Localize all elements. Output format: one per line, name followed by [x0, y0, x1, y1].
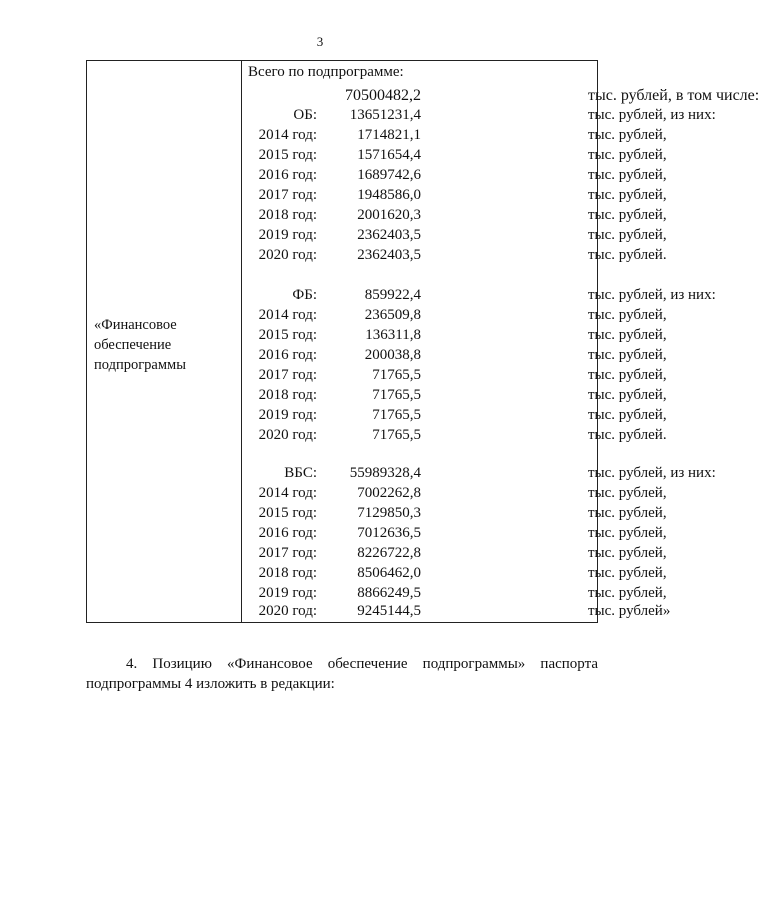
- group-label: ВБС:: [284, 465, 317, 481]
- year-unit: тыс. рублей,: [588, 525, 667, 541]
- year-amount: 7012636,5: [357, 525, 421, 541]
- year-row: [242, 427, 667, 447]
- paragraph-line: подпрограммы 4 изложить в редакции:: [86, 676, 335, 692]
- finance-table: [86, 60, 759, 623]
- label-line: обеспечение: [94, 337, 172, 353]
- year-unit: тыс. рублей,: [588, 387, 667, 403]
- group-row-vbs: [242, 465, 716, 485]
- group-amount: 859922,4: [364, 287, 421, 303]
- label-cell: [94, 315, 234, 375]
- year-label: 2014 год:: [258, 307, 317, 323]
- year-label: 2020 год:: [258, 247, 317, 263]
- group-unit: тыс. рублей, из них:: [588, 465, 716, 481]
- group-row-fb: [242, 287, 716, 307]
- year-label: 2016 год:: [258, 525, 317, 541]
- year-label: 2015 год:: [258, 505, 317, 521]
- year-unit: тыс. рублей»: [588, 603, 671, 619]
- year-amount: 136311,8: [365, 327, 421, 343]
- year-row: [242, 387, 667, 407]
- year-unit: тыс. рублей,: [588, 127, 667, 143]
- year-row: [242, 207, 667, 227]
- year-row: [242, 307, 667, 327]
- year-label: 2017 год:: [258, 367, 317, 383]
- year-amount: 8866249,5: [357, 585, 421, 601]
- year-unit: тыс. рублей,: [588, 327, 667, 343]
- year-row: [242, 545, 667, 565]
- year-amount: 1571654,4: [357, 147, 421, 163]
- group-unit: тыс. рублей, из них:: [588, 287, 716, 303]
- year-unit: тыс. рублей,: [588, 565, 667, 581]
- year-row: [242, 247, 667, 267]
- year-amount: 2362403,5: [357, 227, 421, 243]
- year-amount: 71765,5: [372, 367, 421, 383]
- year-unit: тыс. рублей,: [588, 367, 667, 383]
- year-row: [242, 167, 667, 187]
- year-row: [242, 127, 667, 147]
- year-label: 2019 год:: [258, 585, 317, 601]
- year-label: 2019 год:: [258, 407, 317, 423]
- paragraph-line: 4. Позицию «Финансовое обеспечение подпрограммы» паспорта: [126, 656, 598, 672]
- year-row: [242, 603, 671, 623]
- year-unit: тыс. рублей,: [588, 147, 667, 163]
- year-label: 2019 год:: [258, 227, 317, 243]
- year-row: [242, 525, 667, 545]
- year-label: 2018 год:: [258, 207, 317, 223]
- year-unit: тыс. рублей.: [588, 427, 667, 443]
- year-unit: тыс. рублей.: [588, 247, 667, 263]
- label-line: «Финансовое: [94, 317, 177, 333]
- year-row: [242, 367, 667, 387]
- year-unit: тыс. рублей,: [588, 347, 667, 363]
- amounts-cell: [242, 61, 759, 622]
- year-unit: тыс. рублей,: [588, 585, 667, 601]
- year-unit: тыс. рублей,: [588, 307, 667, 323]
- year-amount: 200038,8: [364, 347, 421, 363]
- year-amount: 7002262,8: [357, 485, 421, 501]
- year-amount: 71765,5: [372, 427, 421, 443]
- year-label: 2014 год:: [258, 127, 317, 143]
- year-label: 2017 год:: [258, 545, 317, 561]
- group-row-ob: [242, 107, 716, 127]
- year-unit: тыс. рублей,: [588, 167, 667, 183]
- year-label: 2016 год:: [258, 347, 317, 363]
- year-row: [242, 585, 667, 605]
- group-unit: тыс. рублей, из них:: [588, 107, 716, 123]
- year-amount: 1948586,0: [357, 187, 421, 203]
- label-line: подпрограммы: [94, 357, 186, 373]
- group-label: ОБ:: [293, 107, 317, 123]
- year-row: [242, 147, 667, 167]
- group-label: ФБ:: [292, 287, 317, 303]
- year-amount: 236509,8: [364, 307, 421, 323]
- year-row: [242, 407, 667, 427]
- year-label: 2020 год:: [258, 603, 317, 619]
- year-unit: тыс. рублей,: [588, 207, 667, 223]
- year-row: [242, 327, 667, 347]
- year-label: 2015 год:: [258, 327, 317, 343]
- year-row: [242, 565, 667, 585]
- year-unit: тыс. рублей,: [588, 407, 667, 423]
- total-line: [242, 87, 759, 107]
- year-amount: 71765,5: [372, 407, 421, 423]
- group-amount: 55989328,4: [349, 465, 421, 481]
- year-label: 2015 год:: [258, 147, 317, 163]
- year-unit: тыс. рублей,: [588, 505, 667, 521]
- group-amount: 13651231,4: [349, 107, 421, 123]
- year-unit: тыс. рублей,: [588, 227, 667, 243]
- year-row: [242, 187, 667, 207]
- year-row: [242, 347, 667, 367]
- page-number: 3: [316, 34, 324, 49]
- year-label: 2018 год:: [258, 565, 317, 581]
- year-label: 2016 год:: [258, 167, 317, 183]
- instruction-paragraph: [86, 654, 598, 694]
- year-unit: тыс. рублей,: [588, 187, 667, 203]
- year-amount: 1714821,1: [357, 127, 421, 143]
- year-unit: тыс. рублей,: [588, 485, 667, 501]
- year-label: 2020 год:: [258, 427, 317, 443]
- year-row: [242, 227, 667, 247]
- year-amount: 2001620,3: [357, 207, 421, 223]
- year-amount: 9245144,5: [357, 603, 421, 619]
- year-amount: 71765,5: [372, 387, 421, 403]
- year-row: [242, 505, 667, 525]
- year-amount: 1689742,6: [357, 167, 421, 183]
- year-amount: 8226722,8: [357, 545, 421, 561]
- total-amount: 70500482,2: [345, 87, 421, 104]
- total-header: Всего по подпрограмме:: [248, 64, 404, 80]
- year-unit: тыс. рублей,: [588, 545, 667, 561]
- year-label: 2017 год:: [258, 187, 317, 203]
- year-row: [242, 485, 667, 505]
- year-amount: 2362403,5: [357, 247, 421, 263]
- total-unit: тыс. рублей, в том числе:: [588, 87, 759, 104]
- year-amount: 8506462,0: [357, 565, 421, 581]
- year-label: 2014 год:: [258, 485, 317, 501]
- year-label: 2018 год:: [258, 387, 317, 403]
- year-amount: 7129850,3: [357, 505, 421, 521]
